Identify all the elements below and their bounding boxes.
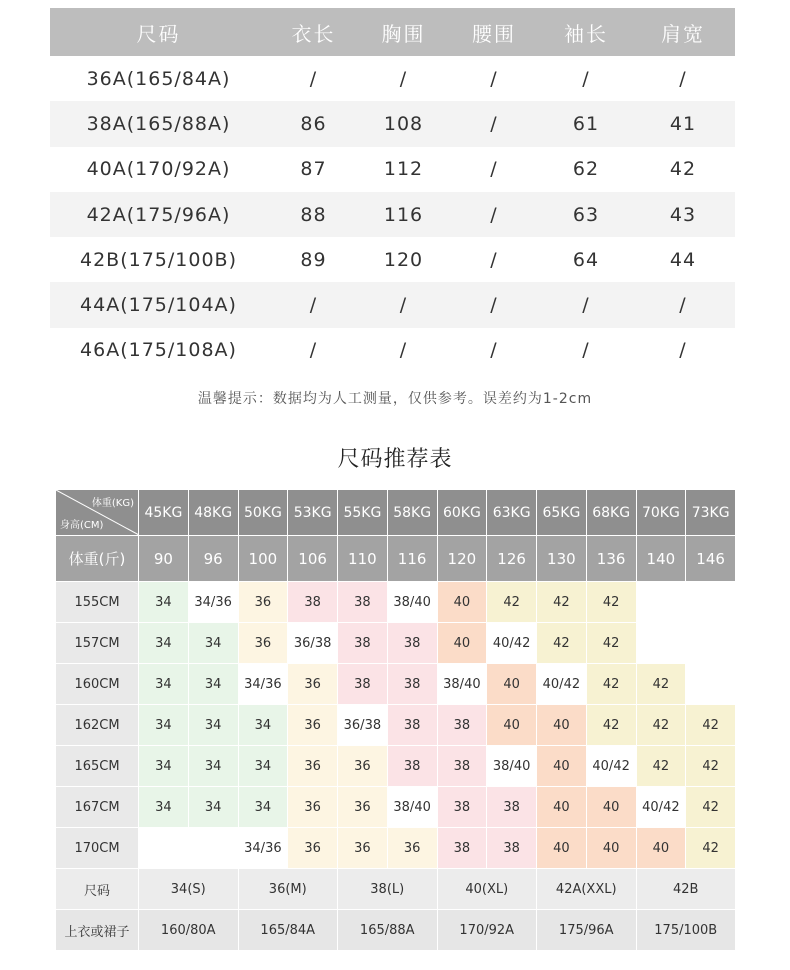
recommend-size-cell: 42 [636, 746, 686, 787]
recommend-size-cell: 34 [139, 582, 189, 623]
weight-kg-cell: 68KG [586, 490, 636, 536]
weight-jin-cell: 100 [238, 536, 288, 582]
recommend-size-cell [636, 623, 686, 664]
size-chart-row [50, 192, 735, 237]
size-cell: 36(M) [238, 869, 338, 910]
recommend-size-cell: 40 [537, 705, 587, 746]
recommend-size-cell: 38 [338, 582, 388, 623]
weight-jin-cell: 120 [437, 536, 487, 582]
size-chart-value-cell: / [447, 101, 541, 146]
size-row [56, 869, 736, 910]
recommend-size-cell: 40 [437, 623, 487, 664]
recommend-size-cell [686, 582, 736, 623]
weight-jin-cell: 136 [586, 536, 636, 582]
recommend-size-cell: 40 [537, 787, 587, 828]
size-chart-value-cell: / [582, 339, 590, 362]
weight-kg-cell: 48KG [188, 490, 238, 536]
recommend-size-cell: 36 [338, 787, 388, 828]
weight-kg-cell: 70KG [636, 490, 686, 536]
size-chart-value-cell: / [360, 282, 447, 327]
recommend-size-cell: 40 [636, 828, 686, 869]
size-chart-body [50, 56, 735, 373]
recommend-size-cell: 40 [487, 705, 537, 746]
size-chart-header-cell: 肩宽 [631, 8, 735, 56]
recommend-table [55, 489, 736, 951]
recommend-size-cell: 34 [139, 746, 189, 787]
weight-kg-cell: 65KG [537, 490, 587, 536]
weight-jin-cell: 116 [387, 536, 437, 582]
weight-kg-cell: 53KG [288, 490, 338, 536]
recommend-size-cell [139, 828, 189, 869]
recommend-size-cell: 38 [338, 664, 388, 705]
recommend-size-cell: 38 [387, 705, 437, 746]
size-cell: 42A(XXL) [537, 869, 637, 910]
recommend-size-cell: 36 [238, 623, 288, 664]
recommend-size-cell: 42 [537, 623, 587, 664]
recommend-size-cell: 40/42 [636, 787, 686, 828]
size-chart-value-cell: 62 [572, 158, 600, 181]
size-chart-value-cell: / [490, 67, 498, 90]
weight-jin-cell: 146 [686, 536, 736, 582]
jin-label: 体重(斤) [56, 536, 139, 582]
height-label: 155CM [56, 582, 139, 623]
recommend-size-cell: 38 [437, 787, 487, 828]
recommend-size-cell: 42 [586, 623, 636, 664]
size-row-label: 尺码 [56, 869, 139, 910]
recommend-size-cell: 36 [338, 746, 388, 787]
size-chart-size-cell: 36A(165/84A) [86, 67, 231, 90]
size-cell: 34(S) [139, 869, 239, 910]
garment-cell: 175/96A [537, 910, 637, 951]
height-row [56, 746, 736, 787]
size-chart-value-cell: / [490, 158, 498, 181]
recommend-size-cell: 34 [188, 705, 238, 746]
recommend-size-cell: 42 [586, 582, 636, 623]
size-chart-value-cell: 108 [360, 101, 447, 146]
size-chart-value-cell: / [309, 67, 318, 90]
garment-row-label: 上衣或裙子 [56, 910, 139, 951]
size-chart-size-cell: 40A(170/92A) [86, 158, 231, 181]
recommend-size-cell: 38/40 [387, 582, 437, 623]
weight-jin-cell: 130 [537, 536, 587, 582]
weight-jin-cell: 90 [139, 536, 189, 582]
recommend-size-cell: 36 [288, 746, 338, 787]
recommend-size-cell: 38/40 [437, 664, 487, 705]
size-chart-value-cell: / [309, 339, 318, 362]
recommend-size-cell: 40 [437, 582, 487, 623]
size-chart-size-cell: 42A(175/96A) [50, 192, 267, 237]
corner-cell [56, 490, 139, 536]
recommend-size-cell: 38 [487, 828, 537, 869]
recommend-size-cell: 34 [188, 787, 238, 828]
recommend-size-cell: 34 [238, 746, 288, 787]
garment-row [56, 910, 736, 951]
recommend-body [56, 582, 736, 869]
height-row [56, 705, 736, 746]
recommend-size-cell: 42 [537, 582, 587, 623]
size-cell: 38(L) [338, 869, 438, 910]
recommend-size-cell: 38 [288, 582, 338, 623]
size-chart-value-cell: / [679, 339, 687, 362]
recommend-size-cell: 40 [537, 828, 587, 869]
recommend-size-cell: 36 [387, 828, 437, 869]
size-chart-value-cell: / [490, 339, 498, 362]
weight-kg-cell: 63KG [487, 490, 537, 536]
recommend-size-cell: 34 [139, 787, 189, 828]
size-chart-value-cell: / [447, 282, 541, 327]
size-chart-value-cell: / [267, 282, 360, 327]
recommend-size-cell: 42 [487, 582, 537, 623]
size-chart-value-cell: / [447, 192, 541, 237]
recommend-size-cell: 34 [188, 664, 238, 705]
size-chart-value-cell: / [399, 339, 408, 362]
recommend-title: 尺码推荐表 [337, 447, 453, 472]
size-chart-table [50, 8, 735, 373]
garment-cell: 170/92A [437, 910, 537, 951]
size-chart-value-cell: 44 [669, 248, 697, 271]
size-chart-row [50, 328, 735, 373]
recommend-size-cell [188, 828, 238, 869]
recommend-size-cell [686, 664, 736, 705]
recommend-size-cell: 36 [288, 787, 338, 828]
recommend-size-cell: 34 [139, 623, 189, 664]
height-label: 170CM [56, 828, 139, 869]
measurement-tip: 温馨提示：数据均为人工测量，仅供参考。误差约为1-2cm [197, 391, 593, 407]
weight-jin-cell: 106 [288, 536, 338, 582]
size-chart-header-cell: 袖长 [541, 8, 631, 56]
weight-kg-row [56, 490, 736, 536]
height-label: 160CM [56, 664, 139, 705]
size-chart-size-cell: 44A(175/104A) [50, 282, 267, 327]
garment-cell: 175/100B [636, 910, 736, 951]
size-chart-value-cell: 116 [360, 192, 447, 237]
size-chart-value-cell: 64 [572, 248, 600, 271]
garment-cell: 160/80A [139, 910, 239, 951]
recommend-size-cell: 38 [437, 828, 487, 869]
recommend-size-cell: 38 [437, 705, 487, 746]
size-chart-row [50, 56, 735, 101]
recommend-size-cell: 42 [686, 787, 736, 828]
size-chart-value-cell: 63 [541, 192, 631, 237]
size-chart-value-cell: / [582, 67, 590, 90]
recommend-size-cell: 42 [636, 664, 686, 705]
size-chart-value-cell: / [490, 248, 498, 271]
recommend-size-cell: 40 [537, 746, 587, 787]
size-chart-value-cell: 41 [631, 101, 735, 146]
size-chart-value-cell: 42 [669, 158, 697, 181]
recommend-size-cell: 36 [238, 582, 288, 623]
size-chart-value-cell: 112 [383, 158, 424, 181]
size-chart-value-cell: / [679, 67, 687, 90]
recommend-size-cell: 42 [586, 664, 636, 705]
recommend-size-cell: 34/36 [238, 828, 288, 869]
recommend-size-cell: 40/42 [537, 664, 587, 705]
size-chart-size-cell: 38A(165/88A) [50, 101, 267, 146]
recommend-size-cell: 42 [636, 705, 686, 746]
garment-cell: 165/84A [238, 910, 338, 951]
recommend-size-cell: 38 [387, 746, 437, 787]
size-chart-value-cell: 61 [541, 101, 631, 146]
size-chart-value-cell: / [399, 67, 408, 90]
recommend-size-cell: 36/38 [288, 623, 338, 664]
size-chart-header-cell: 胸围 [360, 8, 447, 56]
recommend-size-cell: 34 [238, 705, 288, 746]
weight-kg-cell: 45KG [139, 490, 189, 536]
size-chart-header-cell: 腰围 [447, 8, 541, 56]
weight-kg-cell: 55KG [338, 490, 388, 536]
recommend-size-cell: 36 [288, 828, 338, 869]
height-label: 165CM [56, 746, 139, 787]
recommend-size-cell: 38 [437, 746, 487, 787]
size-cell: 42B [636, 869, 736, 910]
height-row [56, 623, 736, 664]
size-chart-value-cell: 43 [631, 192, 735, 237]
recommend-size-cell: 40 [487, 664, 537, 705]
size-chart-value-cell: 120 [383, 248, 424, 271]
recommend-size-cell: 38 [338, 623, 388, 664]
height-label: 157CM [56, 623, 139, 664]
corner-weight-label: 体重(KG) [91, 498, 134, 509]
recommend-size-cell: 40 [586, 787, 636, 828]
recommend-size-cell: 40 [586, 828, 636, 869]
size-cell: 40(XL) [437, 869, 537, 910]
height-row [56, 787, 736, 828]
size-chart-header [50, 8, 735, 56]
height-row [56, 828, 736, 869]
weight-jin-cell: 96 [188, 536, 238, 582]
size-chart-value-cell: 88 [267, 192, 360, 237]
recommend-size-cell: 42 [686, 828, 736, 869]
size-chart-header-cell: 衣长 [267, 8, 360, 56]
weight-kg-cell: 58KG [387, 490, 437, 536]
size-chart-row [50, 237, 735, 282]
recommend-size-cell [686, 623, 736, 664]
recommend-size-cell [636, 582, 686, 623]
weight-jin-cell: 140 [636, 536, 686, 582]
recommend-size-cell: 34 [139, 664, 189, 705]
recommend-size-cell: 36 [288, 664, 338, 705]
height-label: 162CM [56, 705, 139, 746]
recommend-size-cell: 38 [387, 623, 437, 664]
size-chart-value-cell: 89 [300, 248, 327, 271]
recommend-size-cell: 34/36 [188, 582, 238, 623]
weight-jin-cell: 110 [338, 536, 388, 582]
size-chart-value-cell: / [541, 282, 631, 327]
recommend-size-cell: 34 [188, 746, 238, 787]
recommend-size-cell: 40/42 [586, 746, 636, 787]
recommend-size-cell: 42 [686, 705, 736, 746]
recommend-size-cell: 34 [188, 623, 238, 664]
garment-cell: 165/88A [338, 910, 438, 951]
recommend-size-cell: 36 [288, 705, 338, 746]
recommend-size-cell: 36 [338, 828, 388, 869]
size-chart-value-cell: / [631, 282, 735, 327]
recommend-size-cell: 34 [238, 787, 288, 828]
size-chart-row [50, 147, 735, 192]
size-chart-header-cell: 尺码 [50, 8, 267, 56]
size-chart-size-cell: 46A(175/108A) [80, 339, 237, 362]
recommend-size-cell: 38 [487, 787, 537, 828]
height-row [56, 664, 736, 705]
recommend-size-cell: 42 [586, 705, 636, 746]
height-label: 167CM [56, 787, 139, 828]
weight-kg-cell: 73KG [686, 490, 736, 536]
recommend-size-cell: 40/42 [487, 623, 537, 664]
weight-kg-cell: 60KG [437, 490, 487, 536]
corner-height-label: 身高(CM) [60, 520, 104, 531]
recommend-size-cell: 38/40 [387, 787, 437, 828]
weight-jin-cell: 126 [487, 536, 537, 582]
recommend-size-cell: 38/40 [487, 746, 537, 787]
recommend-size-cell: 34/36 [238, 664, 288, 705]
size-chart-row [50, 282, 735, 327]
size-chart-size-cell: 42B(175/100B) [79, 248, 237, 271]
height-row [56, 582, 736, 623]
size-chart-row [50, 101, 735, 146]
recommend-size-cell: 34 [139, 705, 189, 746]
weight-kg-cell: 50KG [238, 490, 288, 536]
size-chart-value-cell: 86 [267, 101, 360, 146]
recommend-size-cell: 36/38 [338, 705, 388, 746]
weight-jin-row [56, 536, 736, 582]
size-chart-value-cell: 87 [300, 158, 327, 181]
recommend-size-cell: 42 [686, 746, 736, 787]
recommend-size-cell: 38 [387, 664, 437, 705]
